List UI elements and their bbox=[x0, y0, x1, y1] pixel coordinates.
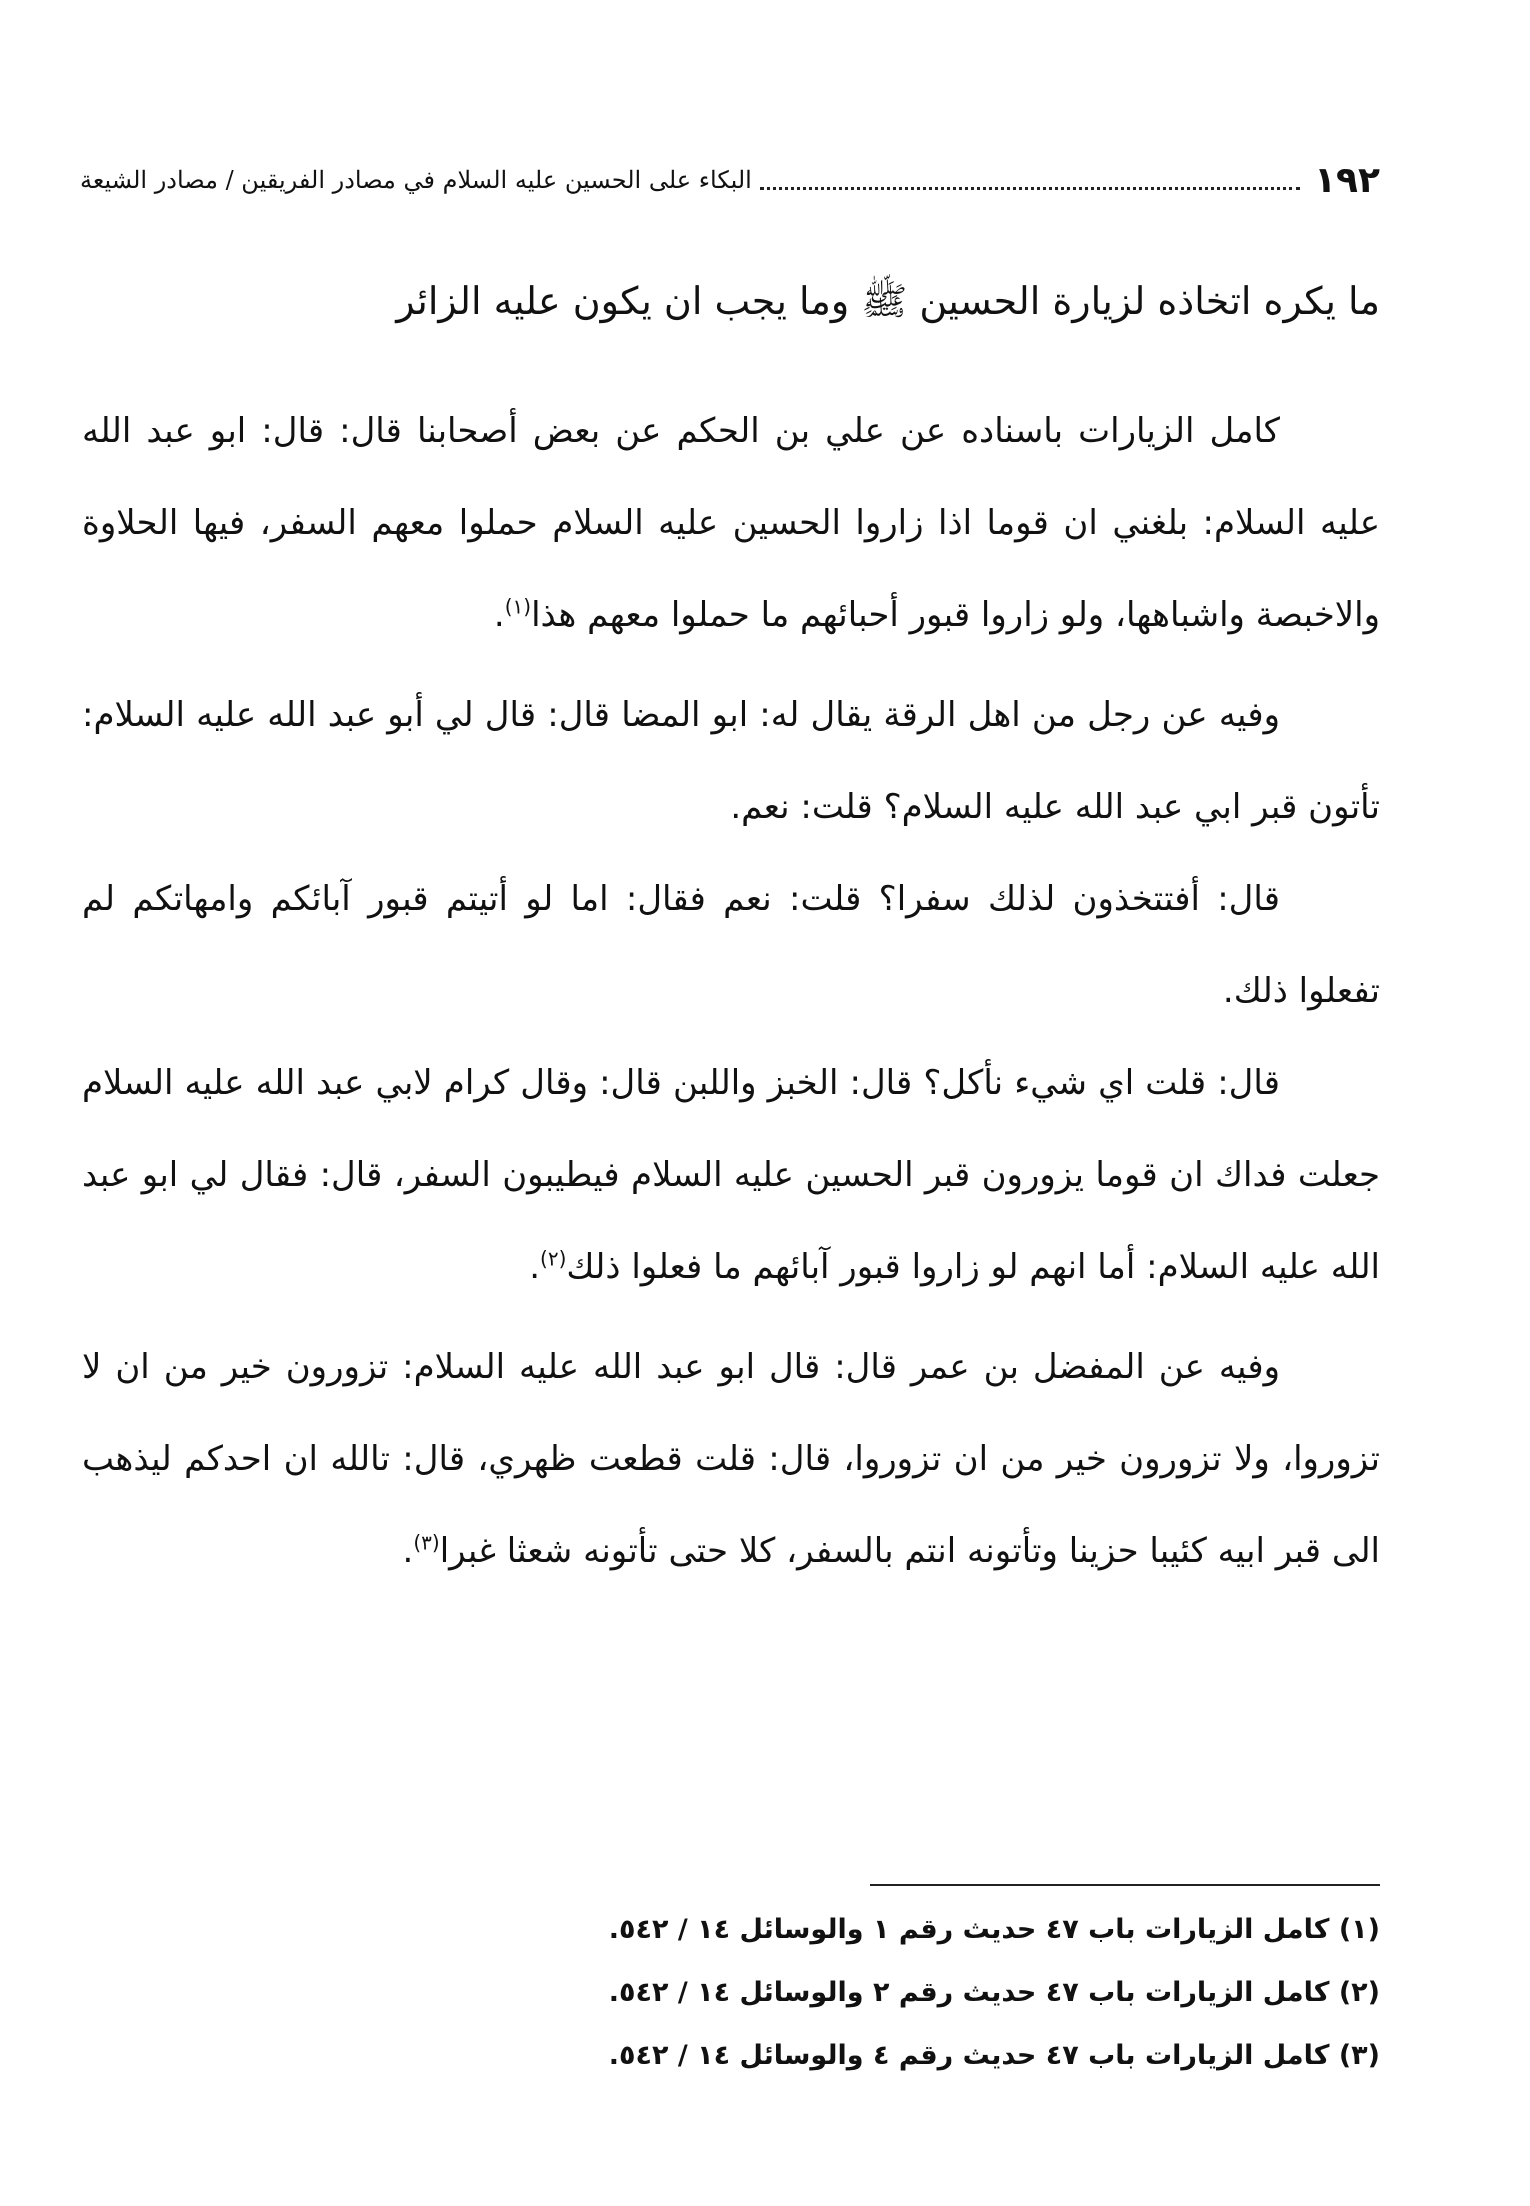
footnotes bbox=[500, 1898, 1380, 2087]
header-dot-leader bbox=[760, 187, 1300, 190]
paragraph-4 bbox=[82, 1037, 1380, 1313]
paragraph-end: . bbox=[493, 595, 505, 635]
footnote-ref-3: (٣) bbox=[413, 1530, 440, 1555]
footnote-ref-1: (١) bbox=[504, 594, 532, 619]
body-text bbox=[82, 385, 1380, 1597]
paragraph-text: قال: قلت اي شيء نأكل؟ قال: الخبز واللبن قال: وقال كرام لابي عبد الله عليه السلام جعلت فداك ان قوما يزورون قبر الحسين عليه السلام فيطيبون السفر، قال: فقال لي ابو عبد الله عليه السلام: أما انهم لو زاروا قبور آبائهم ما فعلوا ذلك bbox=[82, 1063, 1380, 1287]
running-title: البكاء على الحسين عليه السلام في مصادر الفريقين / مصادر الشيعة bbox=[80, 166, 752, 194]
paragraph-1 bbox=[82, 385, 1380, 661]
footnote-2: (٢) كامل الزيارات باب ٤٧ حديث رقم ٢ والوسائل ١٤ / ٥٤٢. bbox=[608, 1977, 1380, 2008]
footnote-separator bbox=[870, 1884, 1380, 1886]
paragraph-3 bbox=[82, 853, 1380, 1037]
running-header bbox=[80, 150, 1380, 210]
paragraph-5 bbox=[82, 1321, 1380, 1597]
footnote-3: (٣) كامل الزيارات باب ٤٧ حديث رقم ٤ والوسائل ١٤ / ٥٤٢. bbox=[608, 2040, 1380, 2071]
paragraph-text: قال: أفتتخذون لذلك سفرا؟ قلت: نعم فقال: اما لو أتيتم قبور آبائكم وامهاتكم لم تفعلوا ذلك. bbox=[82, 879, 1380, 1011]
paragraph-text: كامل الزيارات باسناده عن علي بن الحكم عن بعض أصحابنا قال: قال: ابو عبد الله عليه السلام: بلغني ان قوما اذا زاروا الحسين عليه السلام حملوا معهم السفر، فيها الحلاوة والاخبصة واشباهها، ولو زاروا قبور أحبائهم ما حملوا معهم هذا bbox=[82, 411, 1380, 635]
paragraph-text: وفيه عن المفضل بن عمر قال: قال ابو عبد الله عليه السلام: تزورون خير من ان لا تزوروا، ولا تزورون خير من ان تزوروا، قال: قلت قطعت ظهري، قال: تالله ان احدكم ليذهب الى قبر ابيه كئيبا حزينا وتأتونه انتم بالسفر، كلا حتى تأتونه شعثا غبرا bbox=[82, 1347, 1380, 1571]
page-number: ١٩٢ bbox=[1314, 159, 1380, 201]
paragraph-text: وفيه عن رجل من اهل الرقة يقال له: ابو المضا قال: قال لي أبو عبد الله عليه السلام: تأتون قبر ابي عبد الله عليه السلام؟ قلت: نعم. bbox=[82, 695, 1380, 827]
footnote-1: (١) كامل الزيارات باب ٤٧ حديث رقم ١ والوسائل ١٤ / ٥٤٢. bbox=[608, 1914, 1380, 1945]
paragraph-end: . bbox=[529, 1247, 541, 1287]
paragraph-2 bbox=[82, 669, 1380, 853]
footnote-ref-2: (٢) bbox=[540, 1246, 567, 1271]
section-heading: ما يكره اتخاذه لزيارة الحسين ﷺ وما يجب ان يكون عليه الزائر bbox=[396, 279, 1380, 323]
paragraph-end: . bbox=[402, 1531, 414, 1571]
